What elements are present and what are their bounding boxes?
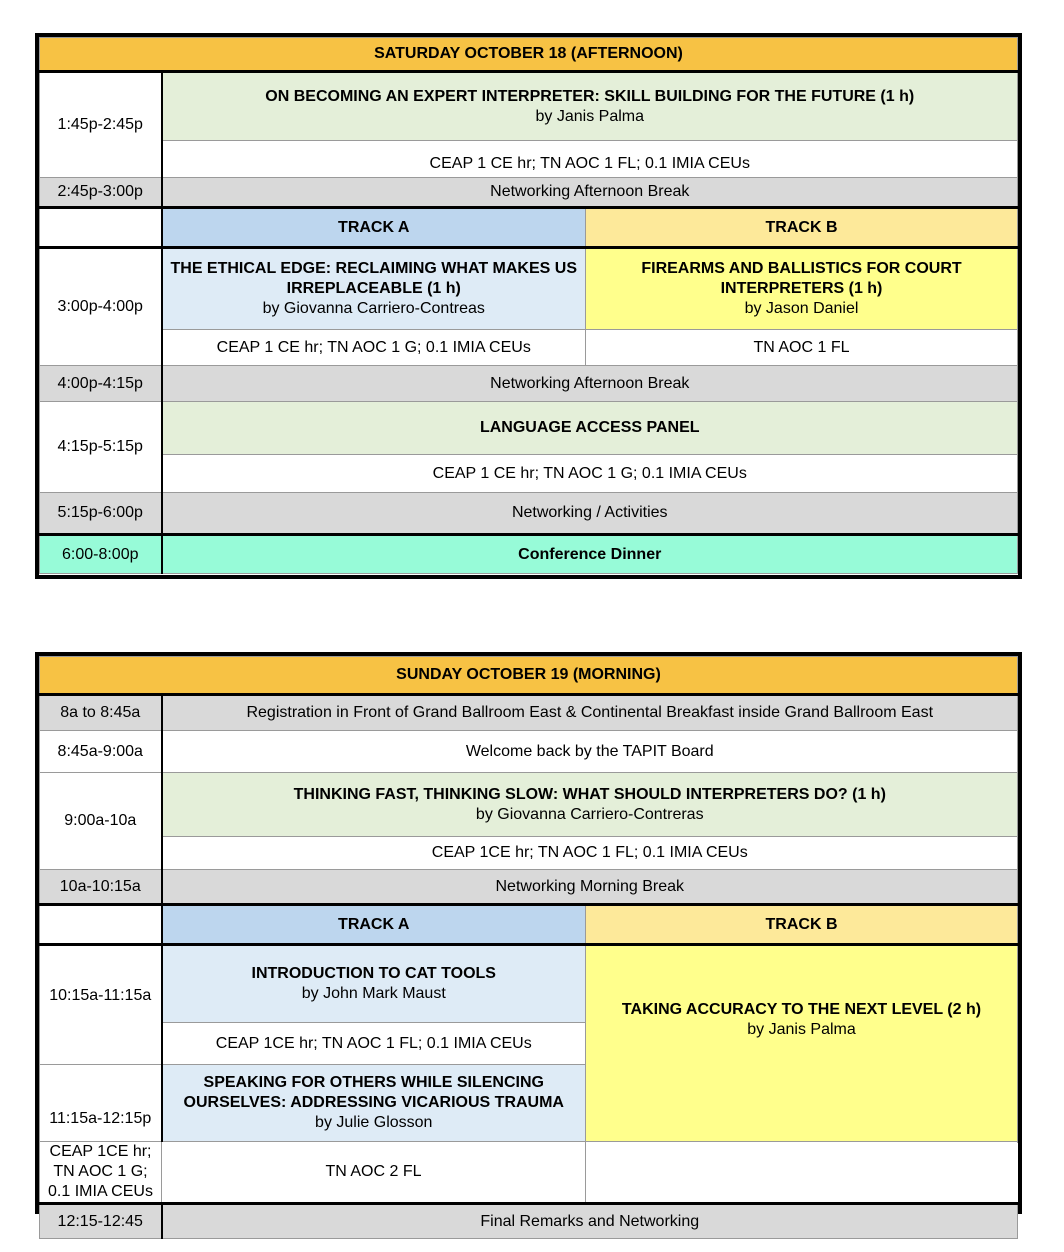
track-a-session bbox=[162, 1065, 586, 1142]
session-title: TAKING ACCURACY TO THE NEXT LEVEL (2 h) bbox=[621, 1001, 982, 1018]
session-title: SPEAKING FOR OTHERS WHILE SILENCING OURSELVES: ADDRESSING VICARIOUS TRAUMA bbox=[183, 1074, 564, 1111]
saturday-header: SATURDAY OCTOBER 18 (AFTERNOON) bbox=[40, 38, 1018, 72]
time-cell: 6:00-8:00p bbox=[40, 535, 162, 574]
break-label: Networking Afternoon Break bbox=[162, 178, 1018, 208]
session-speaker: by John Mark Maust bbox=[301, 985, 446, 1002]
time-cell: 10a-10:15a bbox=[40, 870, 162, 905]
track-b-session bbox=[586, 248, 1018, 330]
session-credits: CEAP 1 CE hr; TN AOC 1 G; 0.1 IMIA CEUs bbox=[162, 455, 1018, 493]
session-title-cell bbox=[162, 773, 1018, 837]
track-a-header: TRACK A bbox=[162, 905, 586, 945]
time-cell: 4:15p-5:15p bbox=[40, 402, 162, 493]
final-remarks-label: Final Remarks and Networking bbox=[162, 1204, 1018, 1239]
session-credits: CEAP 1 CE hr; TN AOC 1 FL; 0.1 IMIA CEUs bbox=[162, 141, 1018, 178]
track-b-credits: TN AOC 1 FL bbox=[586, 330, 1018, 366]
break-label: Networking Afternoon Break bbox=[162, 366, 1018, 402]
session-title: INTRODUCTION TO CAT TOOLS bbox=[251, 965, 496, 982]
session-title-cell bbox=[162, 72, 1018, 141]
registration-label: Registration in Front of Grand Ballroom East & Continental Breakfast inside Grand Ballroom East bbox=[162, 695, 1018, 731]
session-title: LANGUAGE ACCESS PANEL bbox=[162, 402, 1018, 455]
time-cell: 9:00a-10a bbox=[40, 773, 162, 870]
time-cell: 11:15a-12:15p bbox=[40, 1065, 162, 1142]
session-speaker: by Jason Daniel bbox=[744, 300, 859, 317]
time-cell: 12:15-12:45 bbox=[40, 1204, 162, 1239]
time-cell-empty bbox=[40, 208, 162, 248]
time-cell: 4:00p-4:15p bbox=[40, 366, 162, 402]
networking-label: Networking / Activities bbox=[162, 493, 1018, 535]
time-cell: 2:45p-3:00p bbox=[40, 178, 162, 208]
track-a-session bbox=[162, 945, 586, 1023]
welcome-label: Welcome back by the TAPIT Board bbox=[162, 731, 1018, 773]
session-title: THE ETHICAL EDGE: RECLAIMING WHAT MAKES US IRREPLACEABLE (1 h) bbox=[170, 260, 577, 297]
time-cell: 8a to 8:45a bbox=[40, 695, 162, 731]
session-speaker: by Julie Glosson bbox=[315, 1114, 433, 1131]
session-speaker: by Giovanna Carriero-Contreras bbox=[475, 805, 704, 823]
session-title: ON BECOMING AN EXPERT INTERPRETER: SKILL BUILDING FOR THE FUTURE (1 h) bbox=[265, 87, 915, 105]
session-credits: CEAP 1CE hr; TN AOC 1 FL; 0.1 IMIA CEUs bbox=[162, 837, 1018, 870]
track-a-header: TRACK A bbox=[162, 208, 586, 248]
break-label: Networking Morning Break bbox=[162, 870, 1018, 905]
session-speaker: by Janis Palma bbox=[535, 107, 644, 125]
time-cell: 3:00p-4:00p bbox=[40, 248, 162, 366]
track-a-credits: CEAP 1CE hr; TN AOC 1 FL; 0.1 IMIA CEUs bbox=[162, 1023, 586, 1065]
session-speaker: by Janis Palma bbox=[747, 1021, 856, 1038]
saturday-schedule bbox=[35, 33, 1022, 579]
track-b-session bbox=[586, 945, 1018, 1142]
track-b-header: TRACK B bbox=[586, 905, 1018, 945]
track-a-credits: CEAP 1 CE hr; TN AOC 1 G; 0.1 IMIA CEUs bbox=[162, 330, 586, 366]
track-b-credits: TN AOC 2 FL bbox=[162, 1142, 586, 1204]
session-title: FIREARMS AND BALLISTICS FOR COURT INTERPRETERS (1 h) bbox=[641, 260, 962, 297]
sunday-schedule bbox=[35, 652, 1022, 1230]
time-cell: 8:45a-9:00a bbox=[40, 731, 162, 773]
track-a-session bbox=[162, 248, 586, 330]
time-cell-empty bbox=[40, 905, 162, 945]
session-title: THINKING FAST, THINKING SLOW: WHAT SHOULD INTERPRETERS DO? (1 h) bbox=[293, 785, 886, 803]
session-speaker: by Giovanna Carriero-Contreas bbox=[262, 300, 485, 317]
time-cell: 1:45p-2:45p bbox=[40, 72, 162, 178]
time-cell: 10:15a-11:15a bbox=[40, 945, 162, 1065]
time-cell: 5:15p-6:00p bbox=[40, 493, 162, 535]
dinner-label: Conference Dinner bbox=[162, 535, 1018, 574]
track-a-credits: CEAP 1CE hr; TN AOC 1 G; 0.1 IMIA CEUs bbox=[40, 1142, 162, 1204]
track-b-header: TRACK B bbox=[586, 208, 1018, 248]
sunday-header: SUNDAY OCTOBER 19 (MORNING) bbox=[40, 657, 1018, 695]
